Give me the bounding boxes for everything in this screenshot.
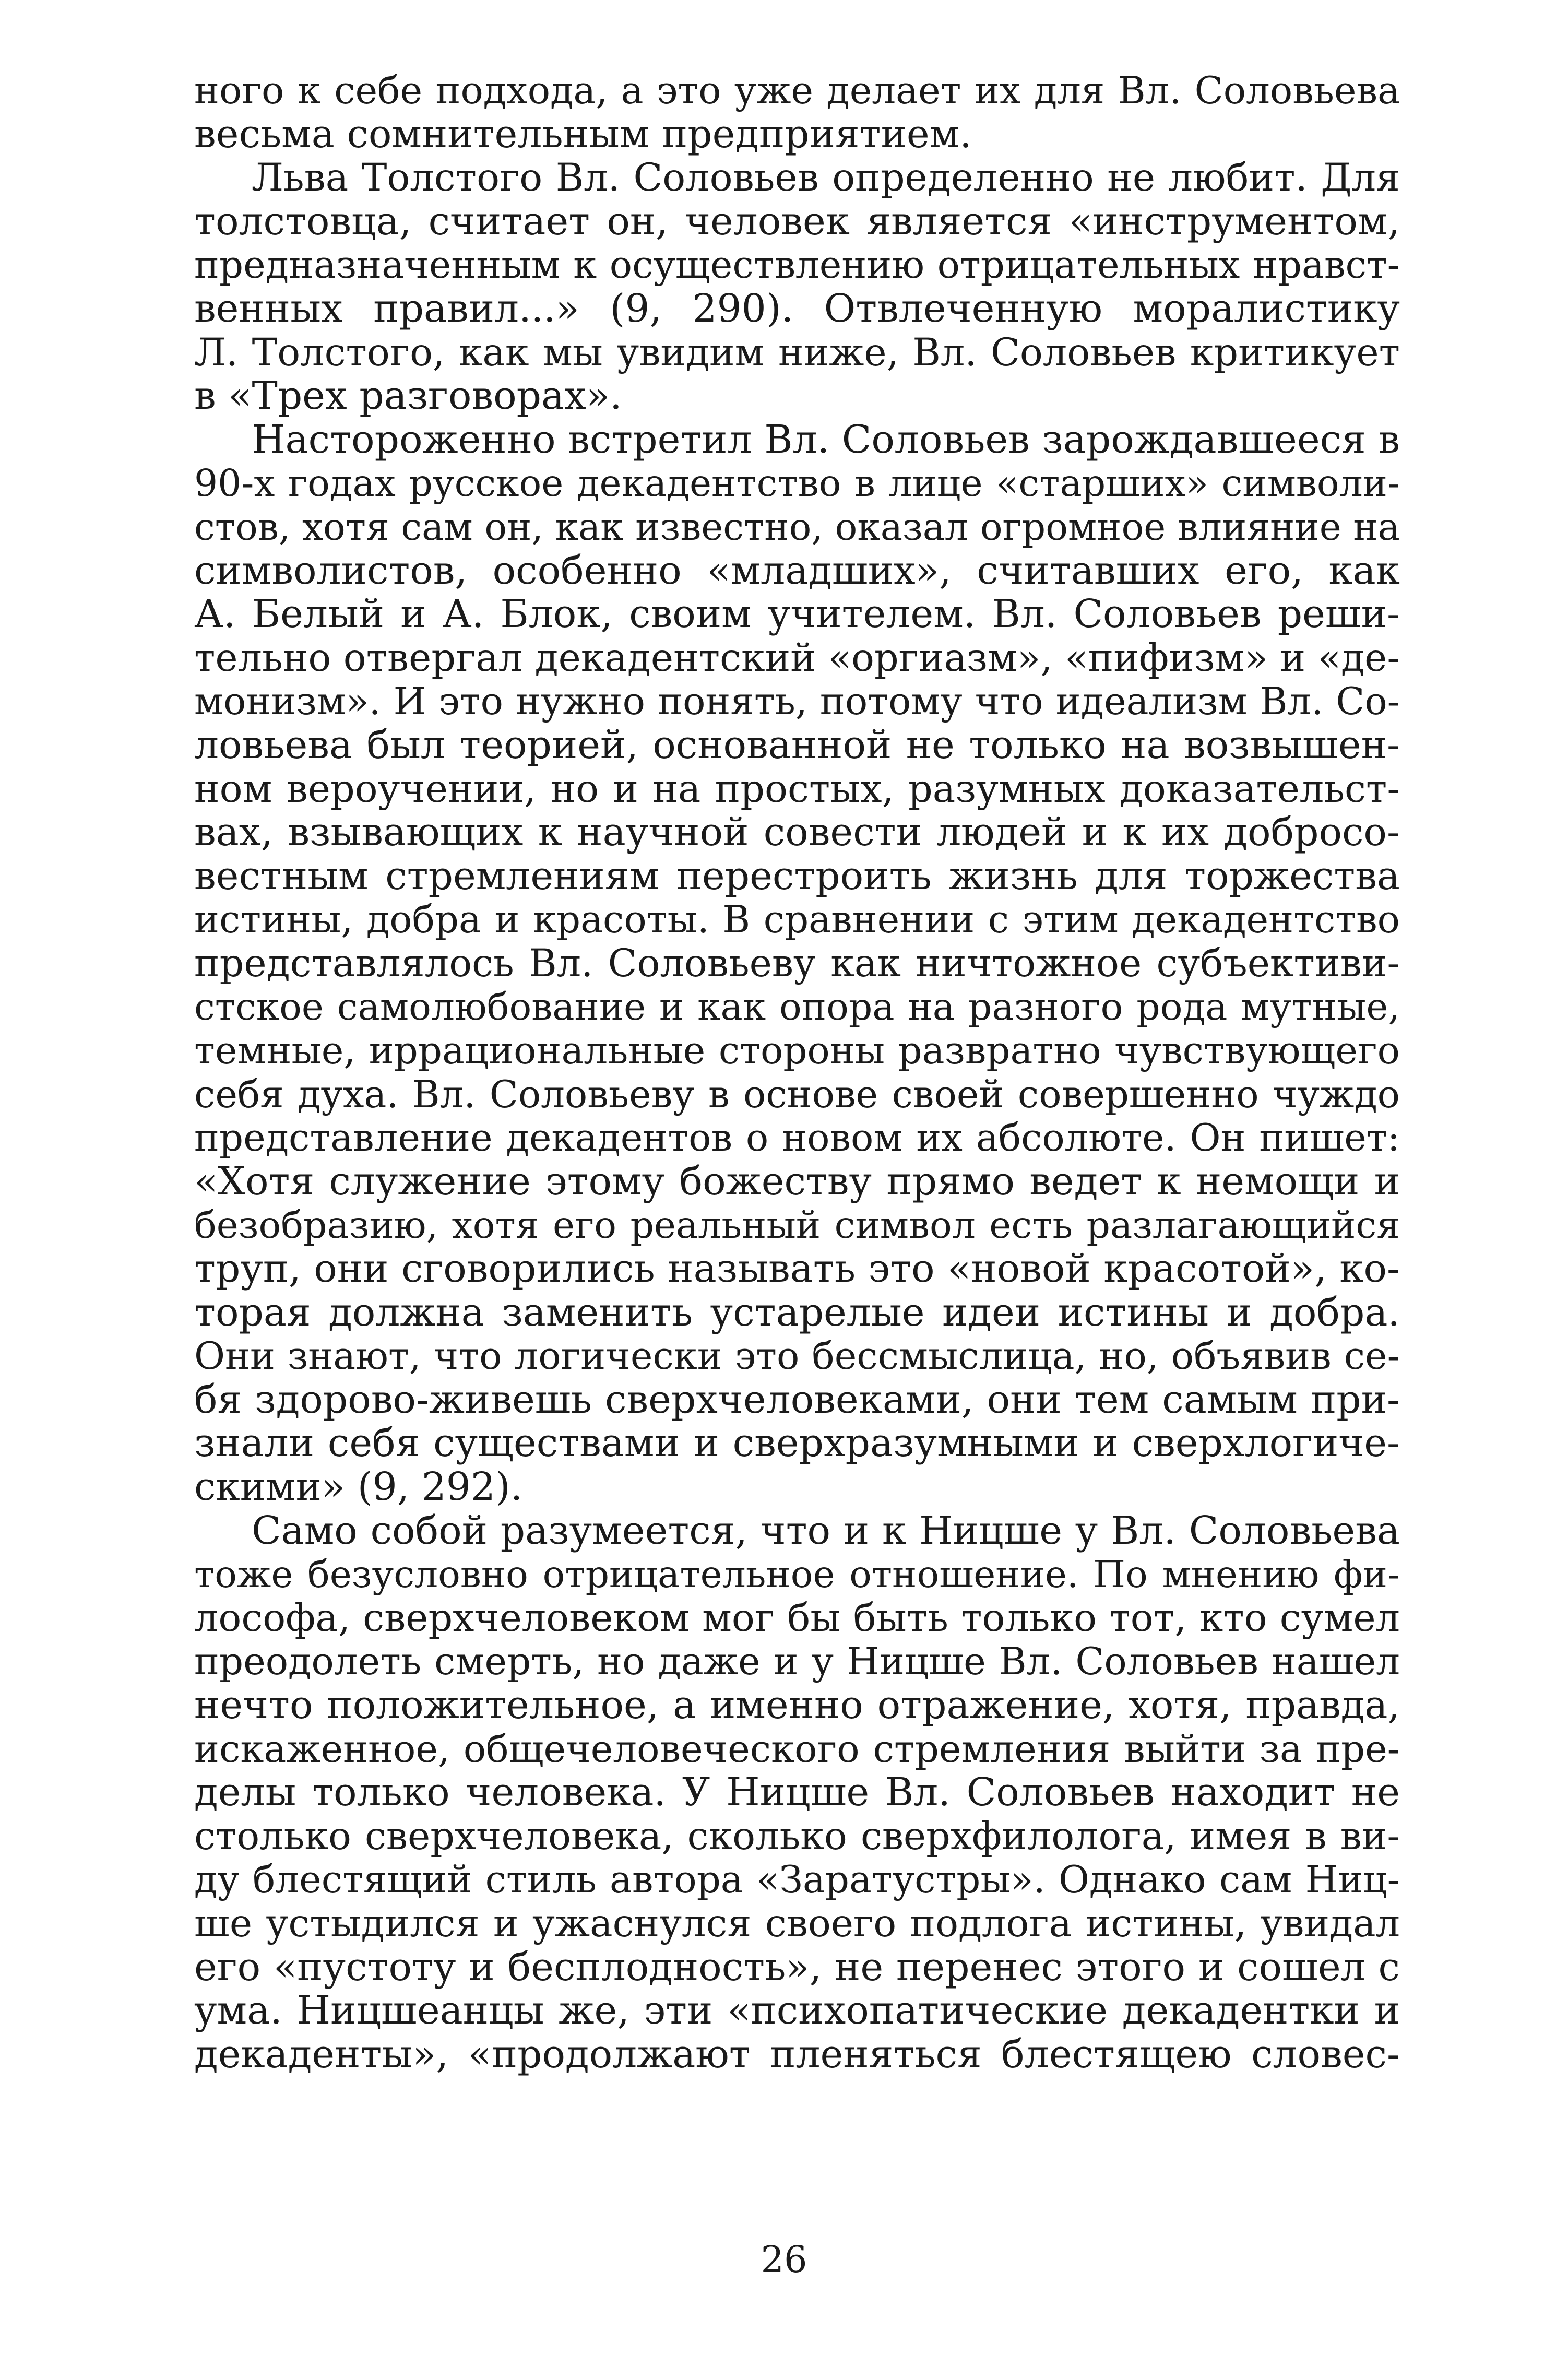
text-line: символистов, особенно «младших», считавших его, как [194, 549, 1400, 593]
text-line: ума. Ницшеанцы же, эти «психопатические декадентки и [194, 1989, 1400, 2033]
text-line: толстовца, считает он, человек является «инструментом, [194, 199, 1400, 244]
text-line: представление декадентов о новом их абсолюте. Он пишет: [194, 1116, 1400, 1160]
text-line: предназначенным к осуществлению отрицательных нравст- [194, 243, 1400, 287]
text-line: знали себя существами и сверхразумными и сверхлогиче- [194, 1422, 1400, 1465]
text-line: истины, добра и красоты. В сравнении с этим декадентство [194, 898, 1400, 942]
text-line: труп, они сговорились называть это «новой красотой», ко- [194, 1247, 1400, 1291]
text-line: декаденты», «продолжают пленяться блестящею словес- [194, 2032, 1400, 2077]
text-line: тельно отвергал декадентский «оргиазм», «пифизм» и «де- [194, 636, 1400, 680]
text-line: вах, взывающих к научной совести людей и к их добросо- [194, 811, 1400, 855]
text-line: Настороженно встретил Вл. Соловьев зарождавшееся в [252, 418, 1400, 462]
text-line: темные, иррациональные стороны развратно чувствующего [194, 1029, 1400, 1073]
body-text [194, 69, 1400, 2076]
text-line: тоже безусловно отрицательное отношение. По мнению фи- [194, 1553, 1400, 1596]
text-line: бя здорово-живешь сверхчеловеками, они тем самым при- [194, 1378, 1400, 1422]
text-line: себя духа. Вл. Соловьеву в основе своей совершенно чуждо [194, 1072, 1400, 1116]
text-line: ном вероучении, но и на простых, разумных доказательст- [194, 767, 1400, 811]
text-line: стов, хотя сам он, как известно, оказал огромное влияние на [194, 505, 1400, 549]
text-line: 90-х годах русское декадентство в лице «старших» символи- [194, 462, 1400, 505]
text-line: ше устыдился и ужаснулся своего подлога истины, увидал [194, 1901, 1400, 1946]
text-line: стское самолюбование и как опора на разного рода мутные, [194, 985, 1400, 1029]
page-number: 26 [761, 2238, 807, 2281]
text-line: скими» (9, 292). [194, 1465, 523, 1509]
text-line: торая должна заменить устарелые идеи истины и добра. [194, 1291, 1400, 1335]
text-line: делы только человека. У Ницше Вл. Соловьев находит не [194, 1771, 1400, 1815]
text-line: столько сверхчеловека, сколько сверхфилолога, имея в ви- [194, 1814, 1400, 1859]
text-line: лософа, сверхчеловеком мог бы быть только тот, кто сумел [194, 1596, 1400, 1640]
text-line: представлялось Вл. Соловьеву как ничтожное субъективи- [194, 941, 1400, 986]
text-line: А. Белый и А. Блок, своим учителем. Вл. Соловьев реши- [194, 593, 1400, 636]
text-line: ду блестящий стиль автора «Заратустры». Однако сам Ниц- [194, 1858, 1400, 1902]
text-line: безобразию, хотя его реальный символ есть разлагающийся [194, 1203, 1400, 1247]
text-line: венных правил...» (9, 290). Отвлеченную моралистику [194, 287, 1400, 331]
text-line: его «пустоту и бесплодность», не перенес этого и сошел с [194, 1945, 1400, 1990]
text-line: нечто положительное, а именно отражение, хотя, правда, [194, 1683, 1400, 1728]
text-line: «Хотя служение этому божеству прямо ведет к немощи и [194, 1160, 1400, 1204]
text-line: монизм». И это нужно понять, потому что идеализм Вл. Со- [194, 680, 1400, 724]
text-line: Само собой разумеется, что и к Ницше у Вл. Соловьева [252, 1509, 1400, 1553]
text-line: ного к себе подхода, а это уже делает их для Вл. Соловьева [194, 69, 1400, 112]
text-line: Они знают, что логически это бессмыслица, но, объявив се- [194, 1334, 1400, 1378]
text-line: Льва Толстого Вл. Соловьев определенно не любит. Для [252, 156, 1400, 200]
text-line: весьма сомнительным предприятием. [194, 112, 972, 157]
text-line: вестным стремлениям перестроить жизнь для торжества [194, 854, 1400, 898]
text-line: ловьева был теорией, основанной не только на возвышен- [194, 723, 1400, 767]
text-line: преодолеть смерть, но даже и у Ницше Вл. Соловьев нашел [194, 1640, 1400, 1684]
text-line: Л. Толстого, как мы увидим ниже, Вл. Соловьев критикует [194, 330, 1400, 375]
text-line: в «Трех разговорах». [194, 374, 622, 418]
text-line: искаженное, общечеловеческого стремления выйти за пре- [194, 1727, 1400, 1771]
